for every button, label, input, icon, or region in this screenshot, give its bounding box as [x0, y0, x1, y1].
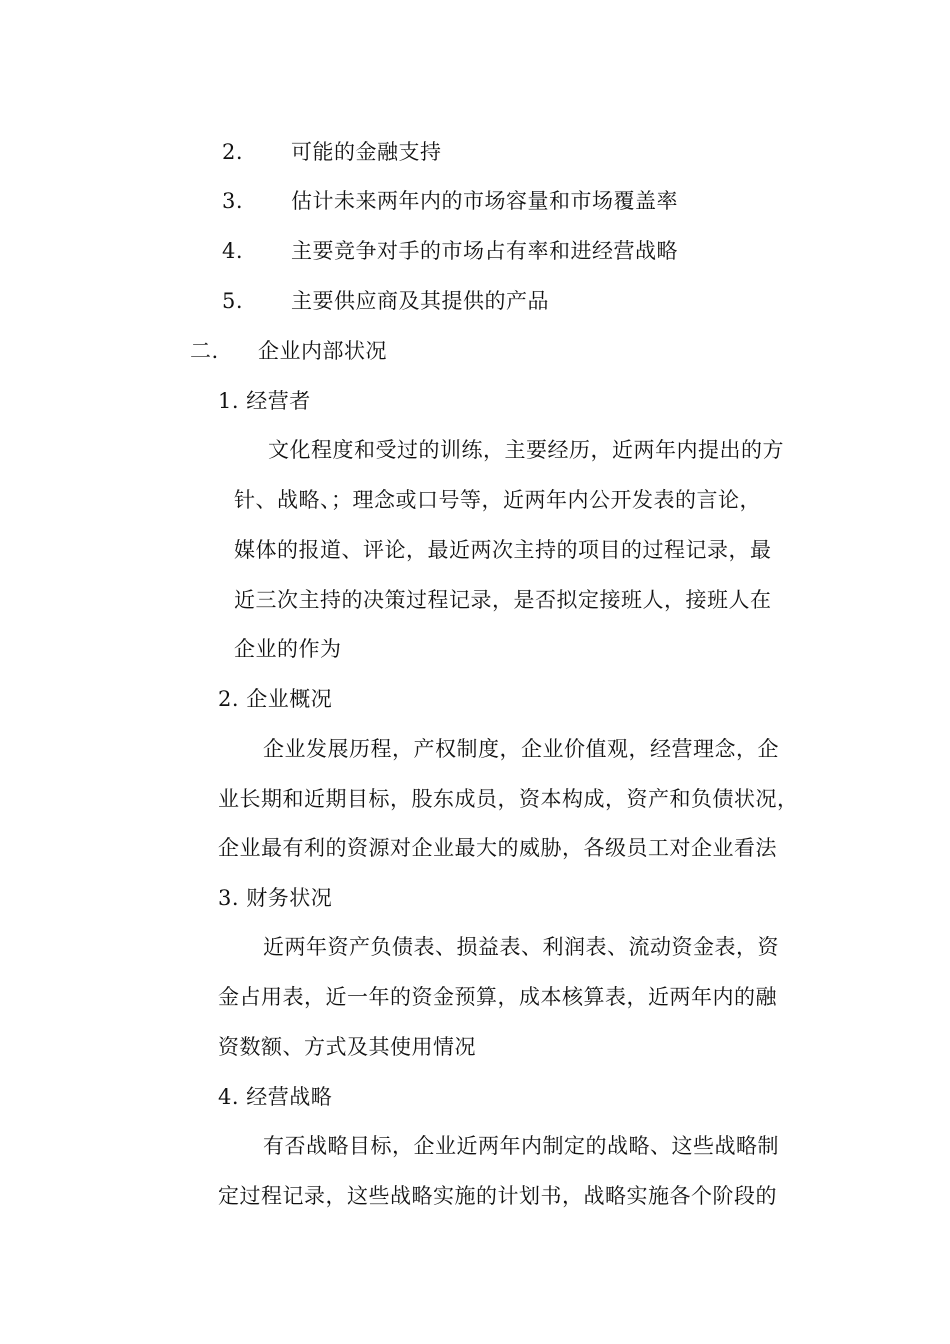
paragraph-line: 金占用表，近一年的资金预算，成本核算表，近两年内的融 — [218, 985, 777, 1009]
list-item-text: 主要供应商及其提供的产品 — [291, 289, 549, 313]
paragraph-line: 定过程记录，这些战略实施的计划书，战略实施各个阶段的 — [218, 1184, 777, 1208]
paragraph-line: 企业的作为 — [234, 637, 342, 661]
section-title: 企业内部状况 — [258, 339, 387, 363]
list-item — [222, 287, 243, 315]
paragraph-line: 近两年资产负债表、损益表、利润表、流动资金表，资 — [263, 935, 779, 959]
list-item — [222, 138, 243, 166]
paragraph-line: 有否战略目标，企业近两年内制定的战略、这些战略制 — [263, 1134, 779, 1158]
list-item-number: 4. — [222, 239, 244, 263]
list-item — [222, 237, 243, 265]
list-item-text: 可能的金融支持 — [291, 140, 442, 164]
subsection-heading: 3. 财务状况 — [218, 886, 333, 910]
list-item-text: 主要竞争对手的市场占有率和进经营战略 — [291, 239, 678, 263]
subsection-heading: 4. 经营战略 — [218, 1085, 333, 1109]
subsection-heading: 2. 企业概况 — [218, 687, 333, 711]
paragraph-line: 媒体的报道、评论，最近两次主持的项目的过程记录，最 — [234, 538, 772, 562]
paragraph-line: 资数额、方式及其使用情况 — [218, 1035, 476, 1059]
paragraph-line: 业长期和近期目标，股东成员，资本构成，资产和负债状况， — [218, 787, 799, 811]
list-item-text: 估计未来两年内的市场容量和市场覆盖率 — [291, 189, 678, 213]
list-item-number: 2. — [222, 140, 244, 164]
subsection-heading: 1. 经营者 — [218, 389, 311, 413]
paragraph-line: 企业发展历程，产权制度，企业价值观，经营理念，企 — [263, 737, 779, 761]
paragraph-line: 文化程度和受过的训练，主要经历，近两年内提出的方 — [268, 438, 784, 462]
paragraph-line: 近三次主持的决策过程记录，是否拟定接班人，接班人在 — [234, 588, 772, 612]
list-item-number: 3. — [222, 189, 244, 213]
paragraph-line: 企业最有利的资源对企业最大的威胁，各级员工对企业看法 — [218, 836, 777, 860]
section-number: 二. — [190, 339, 219, 363]
list-item-number: 5. — [222, 289, 244, 313]
list-item — [222, 187, 243, 215]
paragraph-line: 针、战略、；理念或口号等，近两年内公开发表的言论， — [234, 488, 761, 512]
